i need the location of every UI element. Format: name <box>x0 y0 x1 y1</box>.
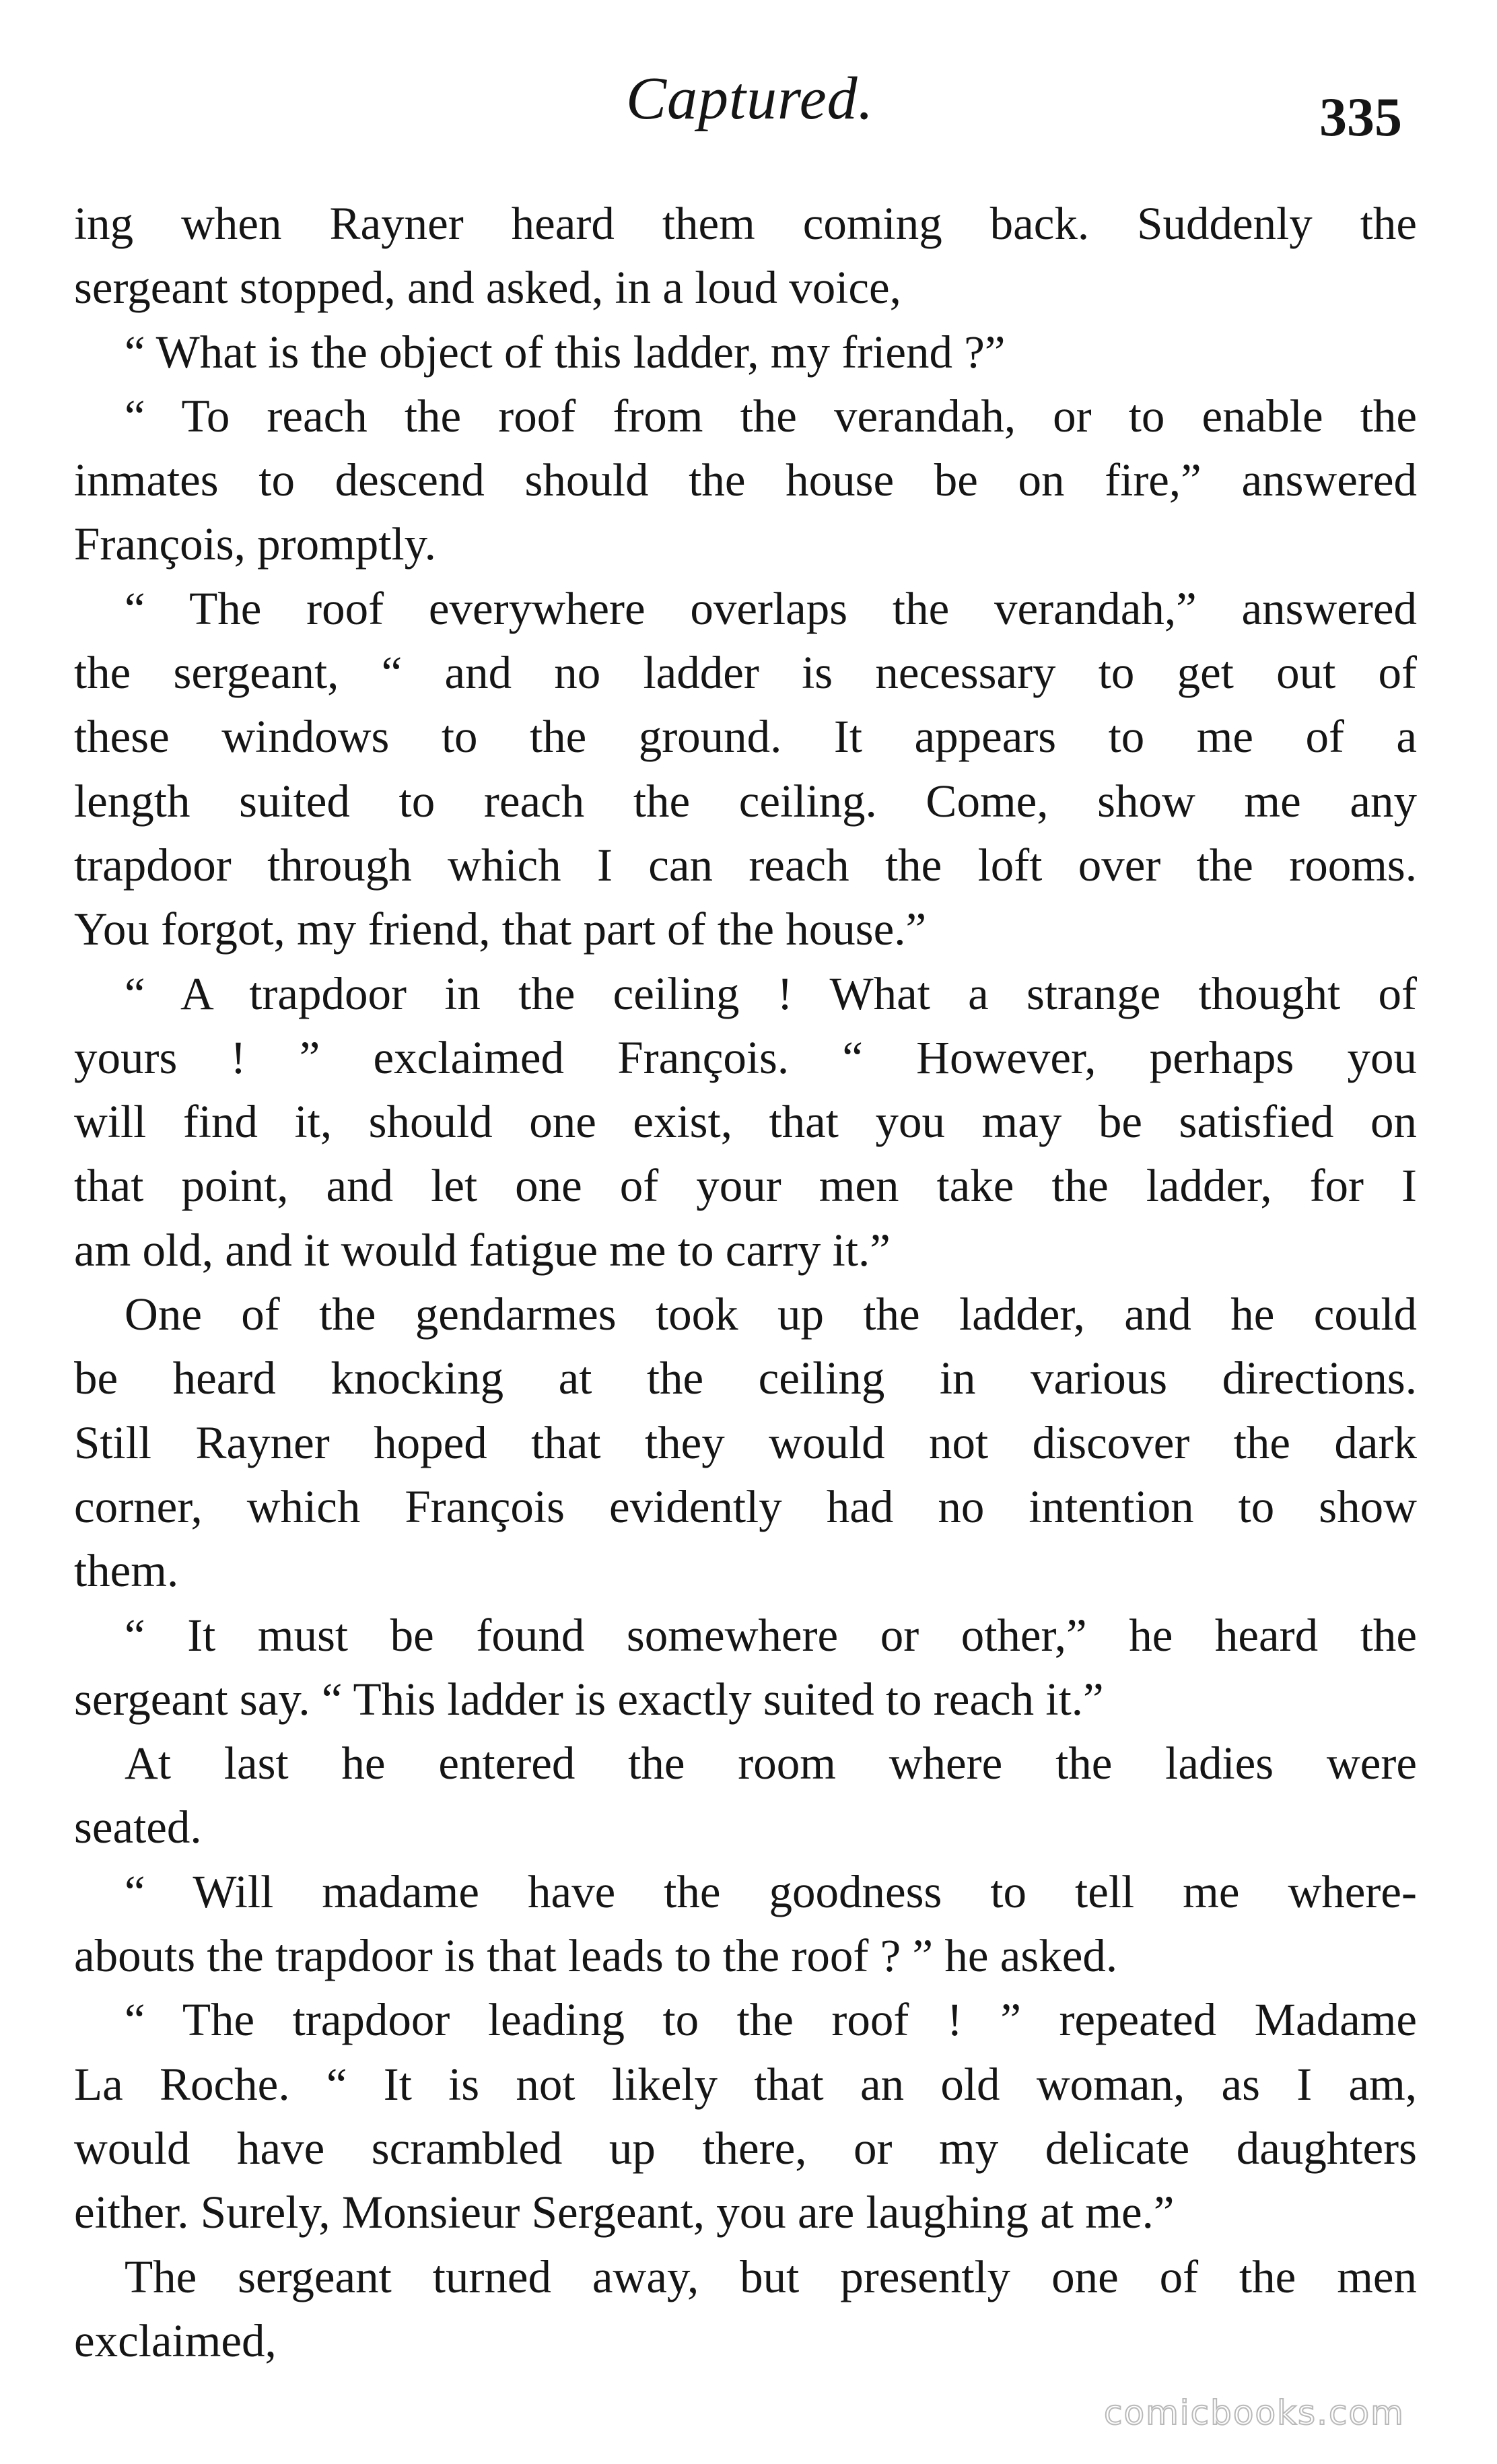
text-line: “ The roof everywhere overlaps the verandah,” answered <box>125 582 1417 634</box>
text-line: these windows to the ground. It appears to me of a <box>74 711 1417 763</box>
text-line: “ It must be found somewhere or other,” he heard the <box>125 1609 1417 1661</box>
page-number: 335 <box>1319 86 1402 147</box>
text-line: either. Surely, Monsieur Sergeant, you are laughing at me.” <box>74 2187 1175 2238</box>
text-line: trapdoor through which I can reach the loft over the rooms. <box>74 839 1417 891</box>
text-line: will find it, should one exist, that you may be satisfied on <box>74 1096 1417 1148</box>
text-line: corner, which François evidently had no intention to show <box>74 1480 1417 1532</box>
running-head <box>0 64 1497 147</box>
text-line: ing when Rayner heard them coming back. Suddenly the <box>74 198 1417 249</box>
text-line: La Roche. “ It is not likely that an old woman, as I am, <box>74 2058 1417 2110</box>
text-line: You forgot, my friend, that part of the house.” <box>74 903 927 955</box>
text-line: inmates to descend should the house be on fire,” answered <box>74 454 1417 506</box>
text-line: length suited to reach the ceiling. Come, show me any <box>74 775 1417 827</box>
body-text <box>74 192 1417 2373</box>
text-line: yours ! ” exclaimed François. “ However, perhaps you <box>74 1031 1417 1083</box>
text-line: The sergeant turned away, but presently one of the men <box>125 2251 1417 2302</box>
text-line: “ Will madame have the goodness to tell me where- <box>125 1866 1417 1917</box>
text-line: “ A trapdoor in the ceiling ! What a strange thought of <box>125 967 1417 1019</box>
text-line: Still Rayner hoped that they would not discover the dark <box>74 1416 1417 1468</box>
text-line: abouts the trapdoor is that leads to the roof ? ” he asked. <box>74 1930 1118 1982</box>
running-title: Captured. <box>626 65 874 132</box>
text-line: “ The trapdoor leading to the roof ! ” repeated Madame <box>125 1994 1417 2046</box>
text-line: be heard knocking at the ceiling in various directions. <box>74 1353 1417 1404</box>
watermark: comicbooks.com <box>1104 2393 1405 2432</box>
text-line: “ To reach the roof from the verandah, or to enable the <box>125 390 1417 442</box>
text-line: seated. <box>74 1802 202 1853</box>
text-line: the sergeant, “ and no ladder is necessary to get out of <box>74 647 1417 699</box>
text-line: sergeant say. “ This ladder is exactly suited to reach it.” <box>74 1673 1104 1725</box>
text-line: am old, and it would fatigue me to carry it.” <box>74 1224 891 1276</box>
text-line: One of the gendarmes took up the ladder, and he could <box>125 1289 1417 1340</box>
text-line: that point, and let one of your men take the ladder, for I <box>74 1160 1417 1212</box>
text-line: exclaimed, <box>74 2315 277 2366</box>
text-line: François, promptly. <box>74 518 436 570</box>
text-line: At last he entered the room where the ladies were <box>125 1738 1417 1789</box>
text-line: sergeant stopped, and asked, in a loud voice, <box>74 262 901 314</box>
text-line: them. <box>74 1545 179 1597</box>
text-line: would have scrambled up there, or my delicate daughters <box>74 2122 1417 2174</box>
text-line: “ What is the object of this ladder, my friend ?” <box>125 326 1006 378</box>
